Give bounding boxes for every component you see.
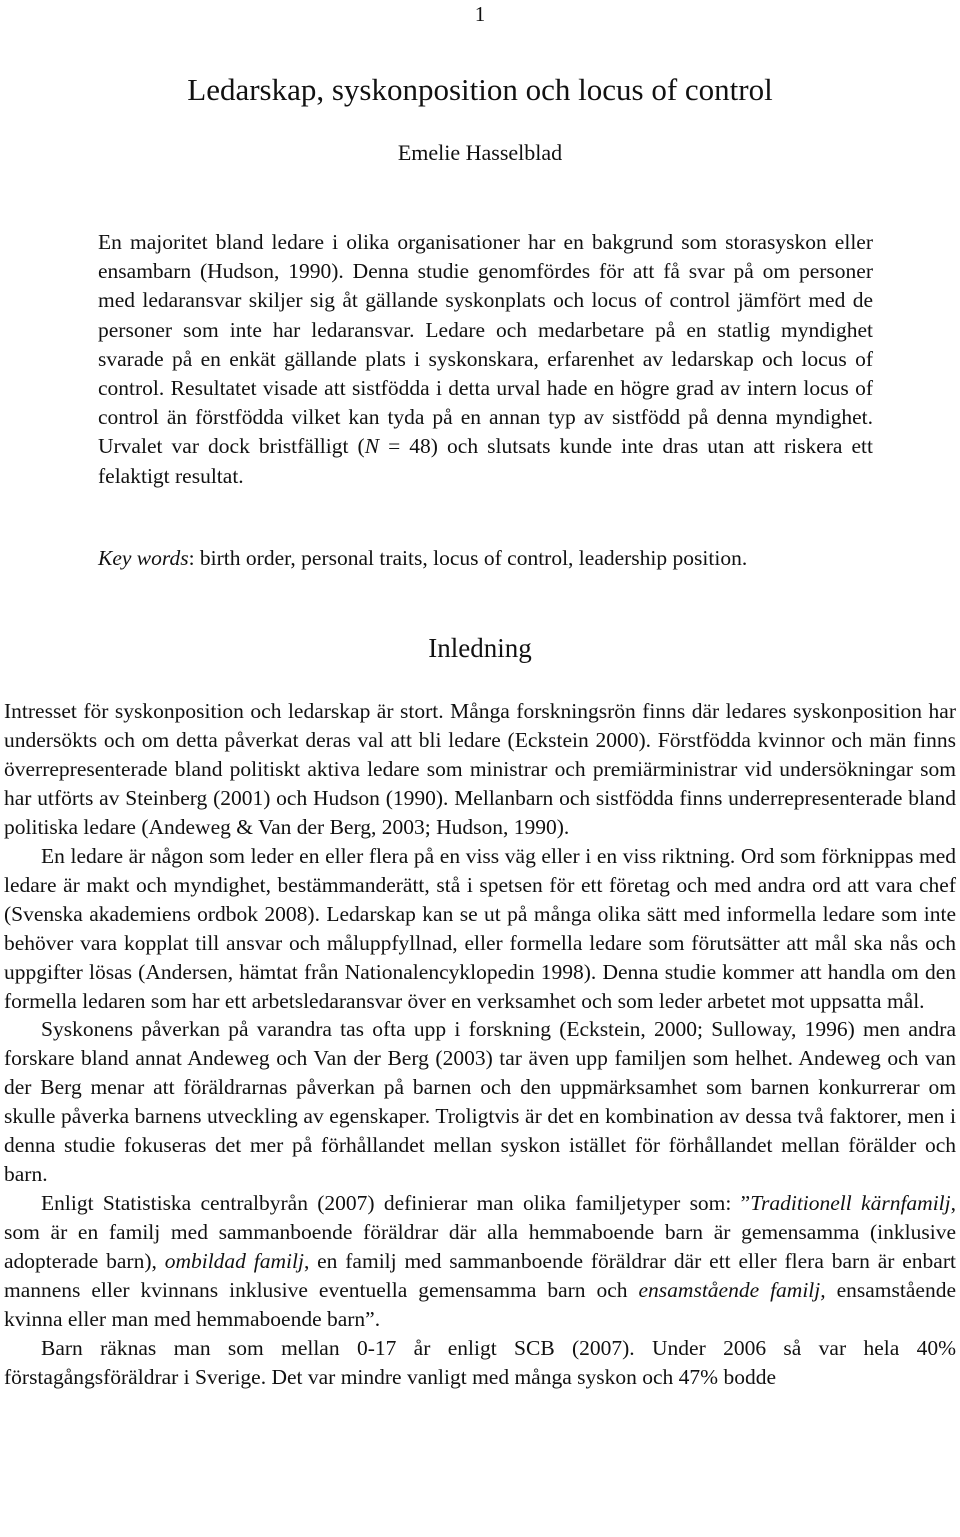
term-ensamstaende-familj: ensamstående familj, <box>638 1278 826 1303</box>
paragraph-5: Barn räknas man som mellan 0-17 år enligt SCB (2007). Under 2006 så var hela 40% förstagångsföräldrar i Sverige. Det var mindre vanligt med många syskon och 47% bodde <box>4 1335 956 1389</box>
paragraph-2: En ledare är någon som leder en eller flera på en viss väg eller i en viss riktning. Ord som förknippas med ledare är makt och myndighet, bestämmanderätt, stå i spetsen för ett företag och med andra ord att vara chef (Svenska akademiens ordbok 2008). Ledarskap kan se ut på många olika sätt med informella ledare som inte behöver vara kopplat till ansvar och måluppfyllnad, eller formella ledare som förutsätter att mål ska nås och uppgifter lösas (Andersen, hämtat från Nationalencyklopedin 1998). Denna studie kommer att handla om den formella ledaren som har ett arbetsledaransvar över en verksamhet och som leder arbetet mot uppsatta mål. <box>4 843 956 1013</box>
term-ombildad-familj: ombildad familj <box>164 1249 304 1274</box>
section-heading: Inledning <box>428 633 532 663</box>
body-text <box>4 697 956 1392</box>
abstract-text-2: = 48) och slutsats kunde inte dras utan att riskera ett felaktigt resultat. <box>98 434 873 488</box>
document-title: Ledarskap, syskonposition och locus of control <box>187 72 773 107</box>
term-traditionell-karnfamilj: Traditionell kärnfamilj <box>750 1191 951 1216</box>
paragraph-3: Syskonens påverkan på varandra tas ofta upp i forskning (Eckstein, 2000; Sulloway, 1996) men andra forskare bland annat Andeweg och Van der Berg (2003) tar även upp familjen som helhet. Andeweg och van der Berg menar att föräldrarnas påverkan på barnen och den uppmärksamhet som barnen konkurrerar om skulle påverka barnens utveckling av egenskaper. Troligtvis är det en kombination av dessa två faktorer, men i denna studie fokuseras det mer på förhållandet mellan syskon istället för förhållandet mellan förälder och barn. <box>4 1017 956 1187</box>
abstract-text-1: En majoritet bland ledare i olika organisationer har en bakgrund som storasyskon eller ensambarn (Hudson, 1990). Denna studie genomfördes för att få svar på om personer med ledaransvar skiljer sig åt gällande syskonplats och locus of control jämfört med de personer som inte har ledaransvar. Ledare och medarbetare på en statlig myndighet svarade på en enkät gällande plats i syskonskara, erfarenhet av ledarskap och locus of control. Resultatet visade att sistfödda i detta urval hade en högre grad av intern locus of control än förstfödda vilket kan tyda på en annan typ av sistfödd på denna myndighet. Urvalet var dock bristfälligt ( <box>98 230 873 459</box>
paragraph-4 <box>4 1189 956 1334</box>
abstract-n-symbol: N <box>364 434 380 459</box>
abstract <box>98 228 873 491</box>
author-name: Emelie Hasselblad <box>397 140 563 165</box>
paragraph-4-text-b: , som är en familj med sammanboende föräldrar där alla hemmaboende barn är gemensamma (inklusive adopterade barn), <box>4 1191 956 1274</box>
paragraph-4-text-c: , en familj med sammanboende föräldrar där ett eller flera barn är enbart mannens eller kvinnans inklusive eventuella gemensamma barn och <box>4 1249 956 1303</box>
paragraph-4-text-a: Enligt Statistiska centralbyrån (2007) definierar man olika familjetyper som: ” <box>41 1191 751 1216</box>
page-number: 1 <box>474 2 486 26</box>
keywords-text: : birth order, personal traits, locus of control, leadership position. <box>188 546 748 570</box>
keywords <box>98 546 878 571</box>
paragraph-1: Intresset för syskonposition och ledarskap är stort. Många forskningsrön finns där ledares syskonposition har undersökts och om detta påverkat deras val att bli ledare (Eckstein 2000). Förstfödda kvinnor och män finns överrepresenterade bland politiskt aktiva ledare som ministrar och premiärministrar vid undersökningar som har utförts av Steinberg (2001) och Hudson (1990). Mellanbarn och sistfödda finns underrepresenterade bland politiska ledare (Andeweg & Van der Berg, 2003; Hudson, 1990). <box>4 699 956 839</box>
keywords-label: Key words <box>98 546 189 570</box>
paragraph-4-text-d: ensamstående kvinna eller man med hemmaboende barn”. <box>4 1278 956 1332</box>
